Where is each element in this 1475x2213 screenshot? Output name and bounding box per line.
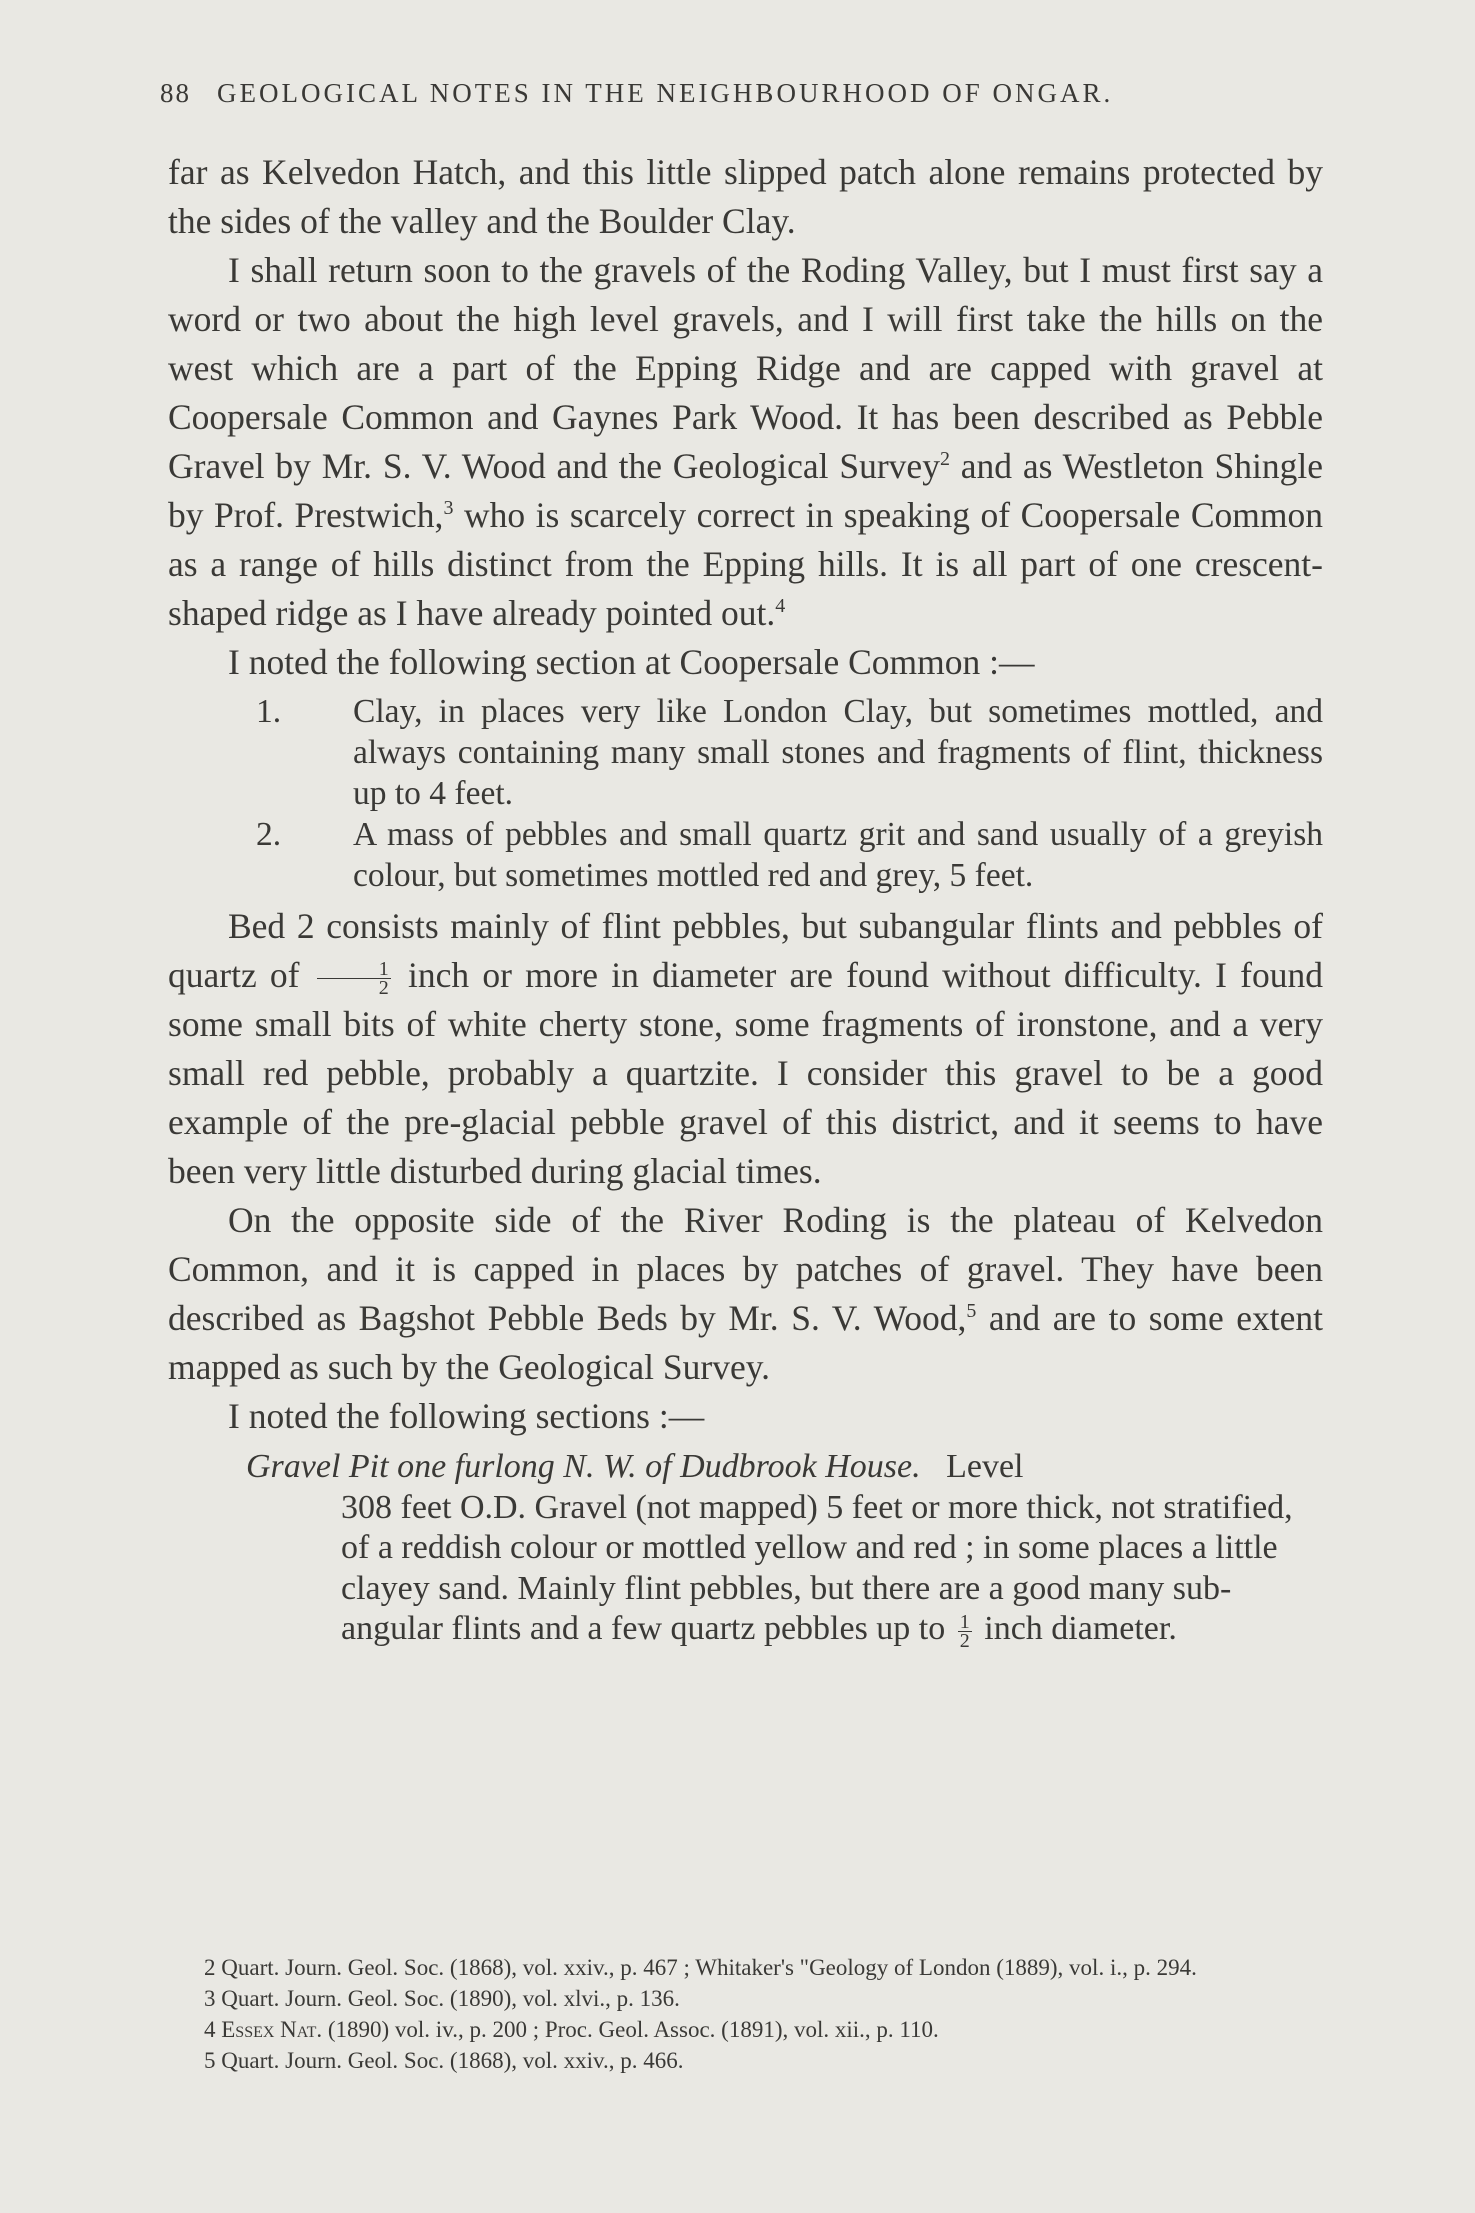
paragraph-3 [168,638,1323,687]
footnote-text: Quart. Journ. Geol. Soc. (1868), vol. xxiv., p. 466. [221,2048,684,2073]
paragraph-3-text: I noted the following section at Coopersale Common :— [228,642,1035,682]
paragraph-2-text-c: who is scarcely correct in speaking of Coopersale Common as a range of hills distinct from the Epping hills. It is all part of one crescent-shaped ridge as I have already pointed out. [168,495,1323,633]
footnote-5 [160,2045,1320,2076]
section-lead-text: Level [946,1448,1024,1485]
footnote-number: 2 [204,1955,216,1980]
footnotes [160,1952,1320,2076]
section-text: 308 feet O.D. Gravel (not mapped) 5 feet or more thick, not stratified, of a reddish colour or mottled yellow and red ; in some places a little clayey sand. Mainly flint pebbles, but there are a good many sub-angular flints and a few quartz pebbles up to [341,1488,1293,1647]
paragraph-4 [168,902,1323,1196]
list-item-number: 1. [256,693,282,730]
footnote-4 [160,2014,1320,2045]
footnote-ref-2: 2 [939,448,950,471]
footnote-2 [160,1952,1320,1983]
footnote-number: 4 [204,2017,216,2042]
footnote-text: Quart. Journ. Geol. Soc. (1868), vol. xxiv., p. 467 ; Whitaker's "Geology of London (1889), vol. i., p. 294. [221,1955,1197,1980]
paragraph-2 [168,246,1323,638]
footnote-ref-5: 5 [966,1300,977,1323]
section-list [168,691,1323,896]
list-item-text: A mass of pebbles and small quartz grit and sand usually of a greyish colour, but sometimes mottled red and grey, 5 feet. [353,816,1323,894]
paragraph-5-text-a: On the opposite side of the River Roding is the plateau of Kelvedon Common, and it is capped in places by patches of gravel. They have been described as Bagshot Pebble Beds by Mr. S. V. Wood, [168,1200,1323,1338]
fraction-half [958,1610,972,1652]
paragraph-6-text: I noted the following sections :— [228,1396,705,1436]
list-item-number: 2. [256,816,282,853]
footnote-text: (1890) vol. iv., p. 200 ; Proc. Geol. Assoc. (1891), vol. xii., p. 110. [327,2017,939,2042]
footnote-text: Quart. Journ. Geol. Soc. (1890), vol. xlvi., p. 136. [221,1986,680,2011]
list-item [168,814,1323,896]
paragraph-2-text-a: I shall return soon to the gravels of the Roding Valley, but I must first say a word or two about the high level gravels, and I will first take the hills on the west which are a part of the Epping Ridge and are capped with gravel at Coopersale Common and Gaynes Park Wood. It has been described as Pebble Gravel by Mr. S. V. Wood and the Geological Survey [168,250,1323,486]
body-text [168,148,1323,1650]
page-number: 88 [160,78,191,108]
footnote-ref-3: 3 [443,497,454,520]
fraction-half [317,958,391,1000]
paragraph-6 [168,1392,1323,1441]
list-item [168,691,1323,814]
fraction-numerator: 1 [317,960,391,979]
paragraph-1 [168,148,1323,246]
paragraph-1-text: far as Kelvedon Hatch, and this little slipped patch alone remains protected by the sides of the valley and the Boulder Clay. [168,152,1323,241]
footnote-journal: Essex Nat. [221,2017,323,2042]
paragraph-2-text-b: and as Westleton Shingle by Prof. Prestwich, [168,446,1323,535]
running-title: GEOLOGICAL NOTES IN THE NEIGHBOURHOOD OF ONGAR. [217,78,1114,108]
fraction-denominator: 2 [378,977,389,1000]
section-lead-line [168,1447,1323,1488]
section-title: Gravel Pit one furlong N. W. of Dudbrook House. [246,1448,921,1485]
footnote-ref-4: 4 [775,595,786,618]
paragraph-4-text-b: inch or more in diameter are found without difficulty. I found some small bits of white cherty stone, some fragments of ironstone, and a very small red pebble, probably a quartzite. I consider this gravel to be a good example of the pre-glacial pebble gravel of this district, and it seems to have been very little disturbed during glacial times. [168,955,1323,1191]
gravel-pit-section [168,1447,1323,1650]
fraction-denominator: 2 [959,1629,970,1652]
fraction-numerator: 1 [959,1610,970,1633]
paragraph-5-text-b: and are to some extent mapped as such by the Geological Survey. [168,1298,1323,1387]
paragraph-5 [168,1196,1323,1392]
paragraph-4-text-a: Bed 2 consists mainly of flint pebbles, but subangular flints and pebbles of quartz of [168,906,1323,995]
footnote-number: 3 [204,1986,216,2011]
section-text-end: inch diameter. [984,1610,1177,1647]
section-description [168,1488,1323,1650]
running-head [160,78,1340,109]
footnote-number: 5 [204,2048,216,2073]
footnote-3 [160,1983,1320,2014]
list-item-text: Clay, in places very like London Clay, but sometimes mottled, and always containing many small stones and fragments of flint, thickness up to 4 feet. [353,693,1323,812]
